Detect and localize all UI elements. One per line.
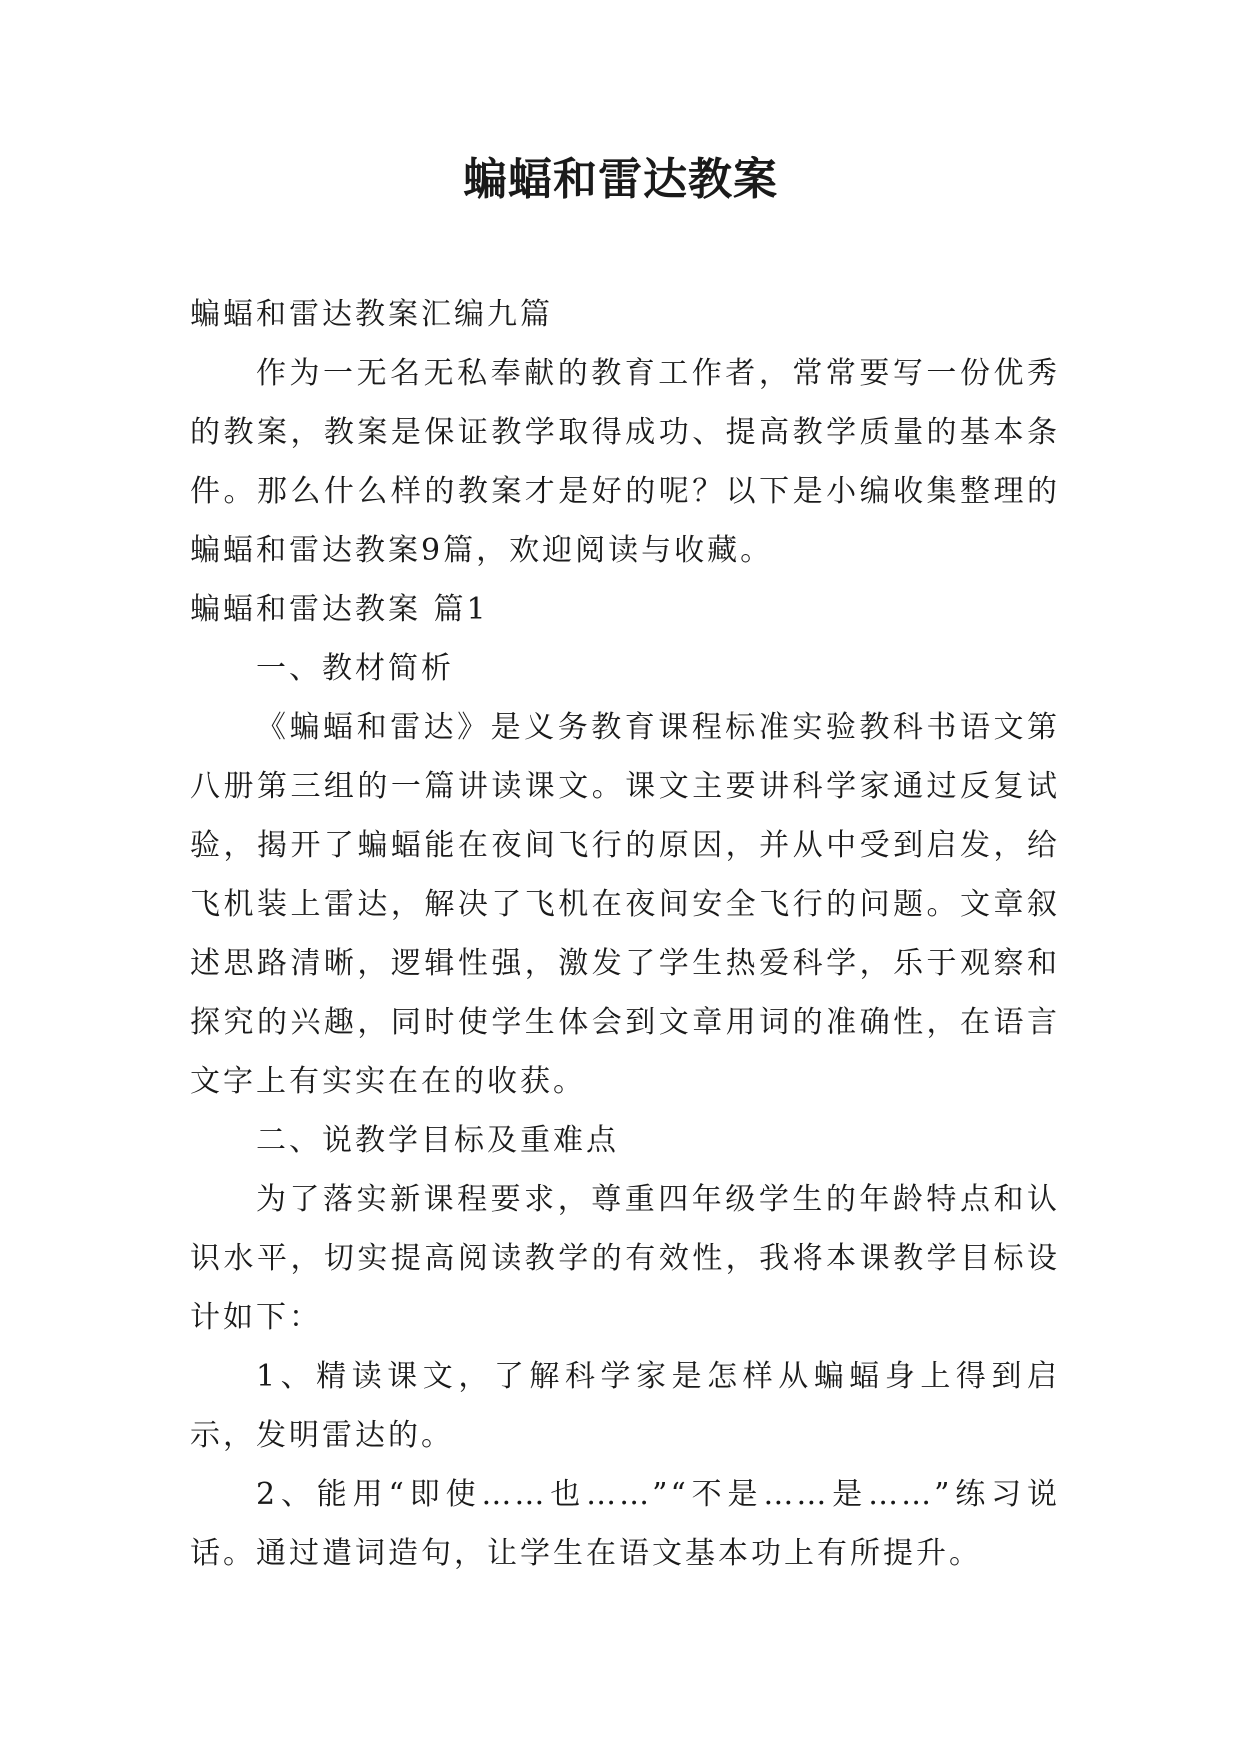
- document-body: [190, 285, 1060, 1583]
- teaching-goals-paragraph: 为了落实新课程要求，尊重四年级学生的年龄特点和认识水平，切实提高阅读教学的有效性，我将本课教学目标设计如下：: [190, 1182, 1060, 1335]
- textbook-analysis-paragraph: 《蝙蝠和雷达》是义务教育课程标准实验教科书语文第八册第三组的一篇讲读课文。课文主要讲科学家通过反复试验，揭开了蝙蝠能在夜间飞行的原因，并从中受到启发，给飞机装上雷达，解决了飞机在夜间安全飞行的问题。文章叙述思路清晰，逻辑性强，激发了学生热爱科学，乐于观察和探究的兴趣，同时使学生体会到文章用词的准确性，在语言文字上有实实在在的收获。: [190, 710, 1060, 1099]
- intro-paragraph: 作为一无名无私奉献的教育工作者，常常要写一份优秀的教案，教案是保证教学取得成功、提高教学质量的基本条件。那么什么样的教案才是好的呢？以下是小编收集整理的蝙蝠和雷达教案9篇，欢迎阅读与收藏。: [190, 356, 1060, 568]
- section-heading: 蝙蝠和雷达教案 篇1: [190, 592, 489, 627]
- subtitle-paragraph: 蝙蝠和雷达教案汇编九篇: [190, 297, 553, 332]
- goal-item-1: 1、精读课文，了解科学家是怎样从蝙蝠身上得到启示，发明雷达的。: [190, 1359, 1060, 1453]
- goal-item-2: 2、能用“即使……也……”“不是……是……”练习说话。通过遣词造句，让学生在语文基本功上有所提升。: [190, 1477, 1060, 1571]
- subheading-teaching-goals: 二、说教学目标及重难点: [256, 1123, 619, 1158]
- subheading-textbook-analysis: 一、教材简析: [256, 651, 454, 686]
- document-title: 蝙蝠和雷达教案: [463, 154, 778, 205]
